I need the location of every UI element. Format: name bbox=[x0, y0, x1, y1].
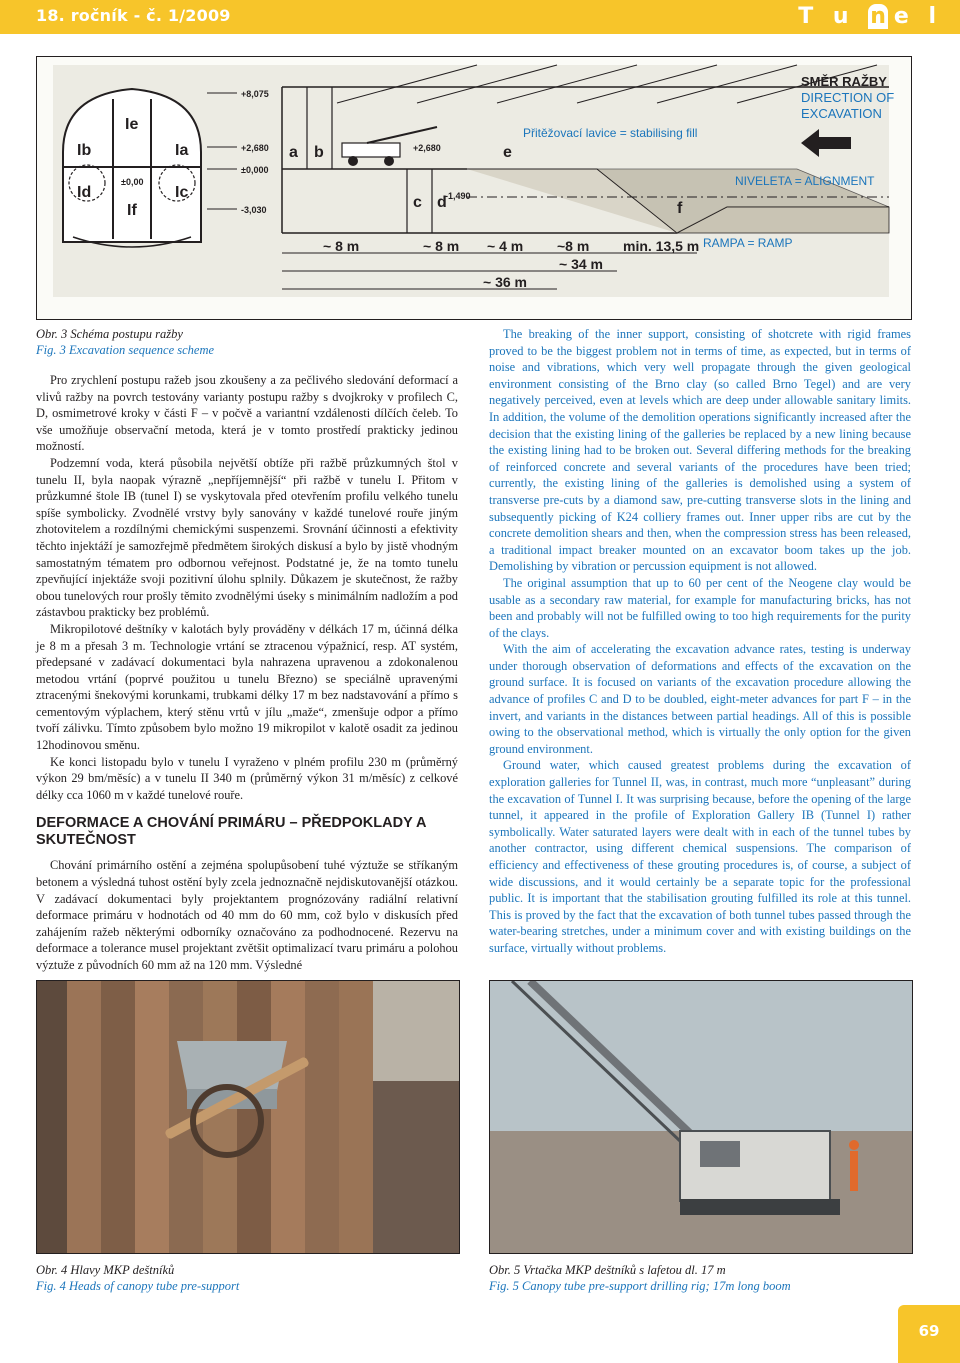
paragraph: The breaking of the inner support, consisting of shotcrete with rigid frames proved to be the biggest problem not in terms of time, as expected, but in terms of noise and vibrations, which very well propagate through the given geological environment consisting of the Brno clay (so called Brno Tegel) and are very negatively perceived, even at levels which are deep under allowable sanitary limits. In addition, the volume of the demolition operations significantly increased after the decision that the existing lining of the galleries be replaced by a new lining because the existing lining had to be broken out. Several differing methods for the breaking of reinforced concrete and several variants of the procedures have been tried; currently, the existing lining of the galleries is demolished using a system of transverse pre-cuts by a diamond saw, pre-cutting transverse slots in the lining and subsequently picking of K24 colliery frames out. Inner upper ribs are cut by the concrete demolition shears and then, when the compression stress has been released, a traditional impact breaker mounted on an excavator boom takes up the job. Demolishing by vibration or percussion equipment is not allowed. bbox=[489, 327, 911, 574]
dimension-label: ~ 4 m bbox=[487, 238, 524, 254]
level-label: -3,030 bbox=[241, 205, 267, 215]
section-label: If bbox=[127, 202, 137, 219]
figure-4-photo bbox=[36, 980, 460, 1254]
caption-en: Fig. 4 Heads of canopy tube pre-support bbox=[36, 1279, 240, 1293]
paragraph: Ground water, which caused greatest problems during the excavation of exploration galleries for Tunnel II, was, in contrast, much more “unpleasant” during the excavation of Tunnel I. It was surprising because, before the opening of the large tunnel, it appeared in the profile of Exploration Gallery IB (Tunnel I) rather symbolically. Water saturated layers were dealt with in each of the tunnel tubes by another contractor, using different chemical suspensions. The comparison of efficiency and effectiveness of these grouting procedures is, of course, a subject of wide discussions, and it would certainly be a separate topic for the professional public. It is important that the stabilisation grouting fulfilled its role at this tunnel. This is proved by the fact that the excavation of both tunnel tubes passed through the water-bearing stretches, under a minimum cover and with existing buildings on the surface, virtually without problems. bbox=[489, 758, 911, 955]
page-number: 69 bbox=[918, 1322, 940, 1340]
drilling-rig-illustration bbox=[490, 981, 912, 1253]
level-label: ±0,000 bbox=[241, 165, 269, 175]
level-label: +2,680 bbox=[241, 143, 269, 153]
section-label: Ia bbox=[175, 142, 189, 159]
page-number-tab bbox=[898, 1305, 960, 1363]
paragraph: Mikropilotové deštníky v kalotách byly prováděny v délkách 17 m, účinná délka je 8 m a přesah 3 m. Technologie vrtání se ztracenou výpažnicí, resp. AT systém, předepsané v zadávací dokumentaci byla nahrazena upravenou a zdokonalenou metodou vrtání (poprvé použitou u tunelu Březno) se speciálně upravenými ztracenými šnekovými korunkami, trubkami délky 17 m bez nadstavování a přímo s cementovým výplachem, který stěnu vrtů v jílu „maže“, zmenšuje odpor a přímo tvoří zálivku. Tímto způsobem bylo možno 19 mikropilot v kalotě osadit za jedinou 12hodinovou směnu. bbox=[36, 621, 458, 753]
figure-3-scheme bbox=[36, 56, 912, 320]
section-heading: DEFORMACE A CHOVÁNÍ PRIMÁRU – PŘEDPOKLADY A SKUTEČNOST bbox=[36, 815, 426, 849]
section-label: e bbox=[503, 144, 512, 161]
canopy-tubes-illustration bbox=[37, 981, 459, 1253]
dimension-label: ~ 8 m bbox=[423, 238, 460, 254]
section-label: b bbox=[314, 144, 324, 161]
czech-text-column bbox=[36, 372, 458, 974]
paragraph: The original assumption that up to 60 per cent of the Neogene clay would be usable as a secondary raw material, for example for manufacturing bricks, has not been and probably will not be fulfilled owing to too high requirements for the purity of the clays. bbox=[489, 575, 911, 640]
direction-label-en-1: DIRECTION OF bbox=[801, 90, 895, 105]
level-label: +8,075 bbox=[241, 89, 269, 99]
paragraph: Podzemní voda, která působila největší obtíže při ražbě průzkumných štol v tunelu II, byla naopak výrazně „nepříjemnější“ při ražbě v tunelu I. Přitom v průzkumné štole IB (tunel I) se vyskytovala před otevřením profilu velkého tunelu spíše symbolicky. Zvodnělé vrstvy byly sanovány v každé tunelové rouře jiným zhotovitelem a rozdílnými chemickými suspenzemi. Srovnání účinnosti a efektivity těchto injektáží je samozřejmě předmětem širokých diskusí a bylo by jistě vhodným samostatným tématem pro odbornou veřejnost. Podstatné je, že na tomto tunelu zpevňující injektáže svoji pozitivní úlohu splnily. Důkazem je skutečnost, že ražby obou tunelových rour prošly těmito zvodnělými úseky s minimálním nadložím a pod zástavbou prakticky bez problémů. bbox=[36, 455, 458, 620]
tunel-logo: T u n e l bbox=[798, 4, 942, 29]
section-label: Ib bbox=[77, 142, 92, 159]
page-header bbox=[0, 0, 960, 34]
direction-label-en-2: EXCAVATION bbox=[801, 106, 882, 121]
level-label: ±0,00 bbox=[121, 177, 144, 187]
section-label: f bbox=[677, 200, 683, 217]
dimension-label: ~8 m bbox=[557, 238, 590, 254]
level-label: +2,680 bbox=[413, 143, 441, 153]
section-label: Id bbox=[77, 184, 92, 201]
excavation-scheme-drawing bbox=[37, 57, 911, 319]
figure-5-caption bbox=[489, 1262, 791, 1294]
issue-label: 18. ročník - č. 1/2009 bbox=[36, 6, 231, 25]
section-label: a bbox=[289, 144, 298, 161]
caption-en: Fig. 5 Canopy tube pre-support drilling rig; 17m long boom bbox=[489, 1279, 791, 1293]
paragraph: Pro zrychlení postupu ražeb jsou zkoušeny a za pečlivého sledování deformací a vlivů ražby na povrch testovány varianty postupu ražby s dvojkroky v profilech C, D, osmimetrové kroky v části F – v počvě a variantní vzdálenosti dílčích čeleb. To vše umožňuje observační metoda, která je v tomto prostředí prakticky jedinou možností. bbox=[36, 373, 458, 454]
figure-4-caption bbox=[36, 1262, 239, 1294]
dimension-label: ~ 8 m bbox=[323, 238, 360, 254]
section-label: c bbox=[413, 194, 422, 211]
caption-en: Fig. 3 Excavation sequence scheme bbox=[36, 343, 215, 357]
dimension-label: ~ 34 m bbox=[559, 256, 603, 272]
ramp-label: RAMPA = RAMP bbox=[703, 236, 793, 250]
fill-label: Přitěžovací lavice = stabilising fill bbox=[523, 126, 698, 140]
paragraph: With the aim of accelerating the excavation advance rates, testing is underway under thorough observation of deformations and effects of the excavation on the ground surface. It is focused on variants of the excavation procedure allowing the advance of profiles C and D to be doubled, eight-meter advances for part F – in the invert, and variants in the distances between partial headings. All of this is possible owing to the observational method, which is virtually the only option for the given ground environment. bbox=[489, 642, 911, 756]
caption-cz: Obr. 5 Vrtačka MKP deštníků s lafetou dl. 17 m bbox=[489, 1263, 726, 1277]
dimension-label: ~ 36 m bbox=[483, 274, 527, 290]
figure-5-photo bbox=[489, 980, 913, 1254]
paragraph: Ke konci listopadu bylo v tunelu I vyraženo v plném profilu 230 m (průměrný výkon 29 bm/měsíc) a v tunelu II 340 m (průměrný výkon 31 m/měsíc) z celkové délky cca 1060 m v každé tunelové rouře. bbox=[36, 754, 458, 802]
caption-cz: Obr. 3 Schéma postupu ražby bbox=[36, 327, 183, 341]
caption-cz: Obr. 4 Hlavy MKP deštníků bbox=[36, 1263, 175, 1277]
section-label: Ic bbox=[175, 184, 189, 201]
figure-3-caption bbox=[36, 326, 214, 358]
paragraph: Chování primárního ostění a zejména spolupůsobení tuhé výztuže se stříkaným betonem a výsledná tuhost ostění byly zcela jednoznačně nejdiskutovanější otázkou. V zadávací dokumentaci byly projektantem prognózovány radiální relativní deformace primáru v hodnotách od 40 mm do 60 mm, což bylo v diskusích před zahájením ražeb některými odborníky označováno za podhodnocené. Rezervu na deformace a tolerance musel projektant zvětšit optimalizací tvaru primáru a polohou výztuže z původních 60 mm až na 120 mm. Výsledné bbox=[36, 858, 458, 972]
section-label: Ie bbox=[125, 116, 139, 133]
direction-label-cz: SMĚR RAŽBY bbox=[801, 74, 887, 89]
section-label: d bbox=[437, 194, 447, 211]
english-text-column bbox=[489, 326, 911, 957]
alignment-label: NIVELETA = ALIGNMENT bbox=[735, 174, 875, 188]
dimension-label: min. 13,5 m bbox=[623, 238, 700, 254]
level-label: -1,490 bbox=[445, 191, 471, 201]
